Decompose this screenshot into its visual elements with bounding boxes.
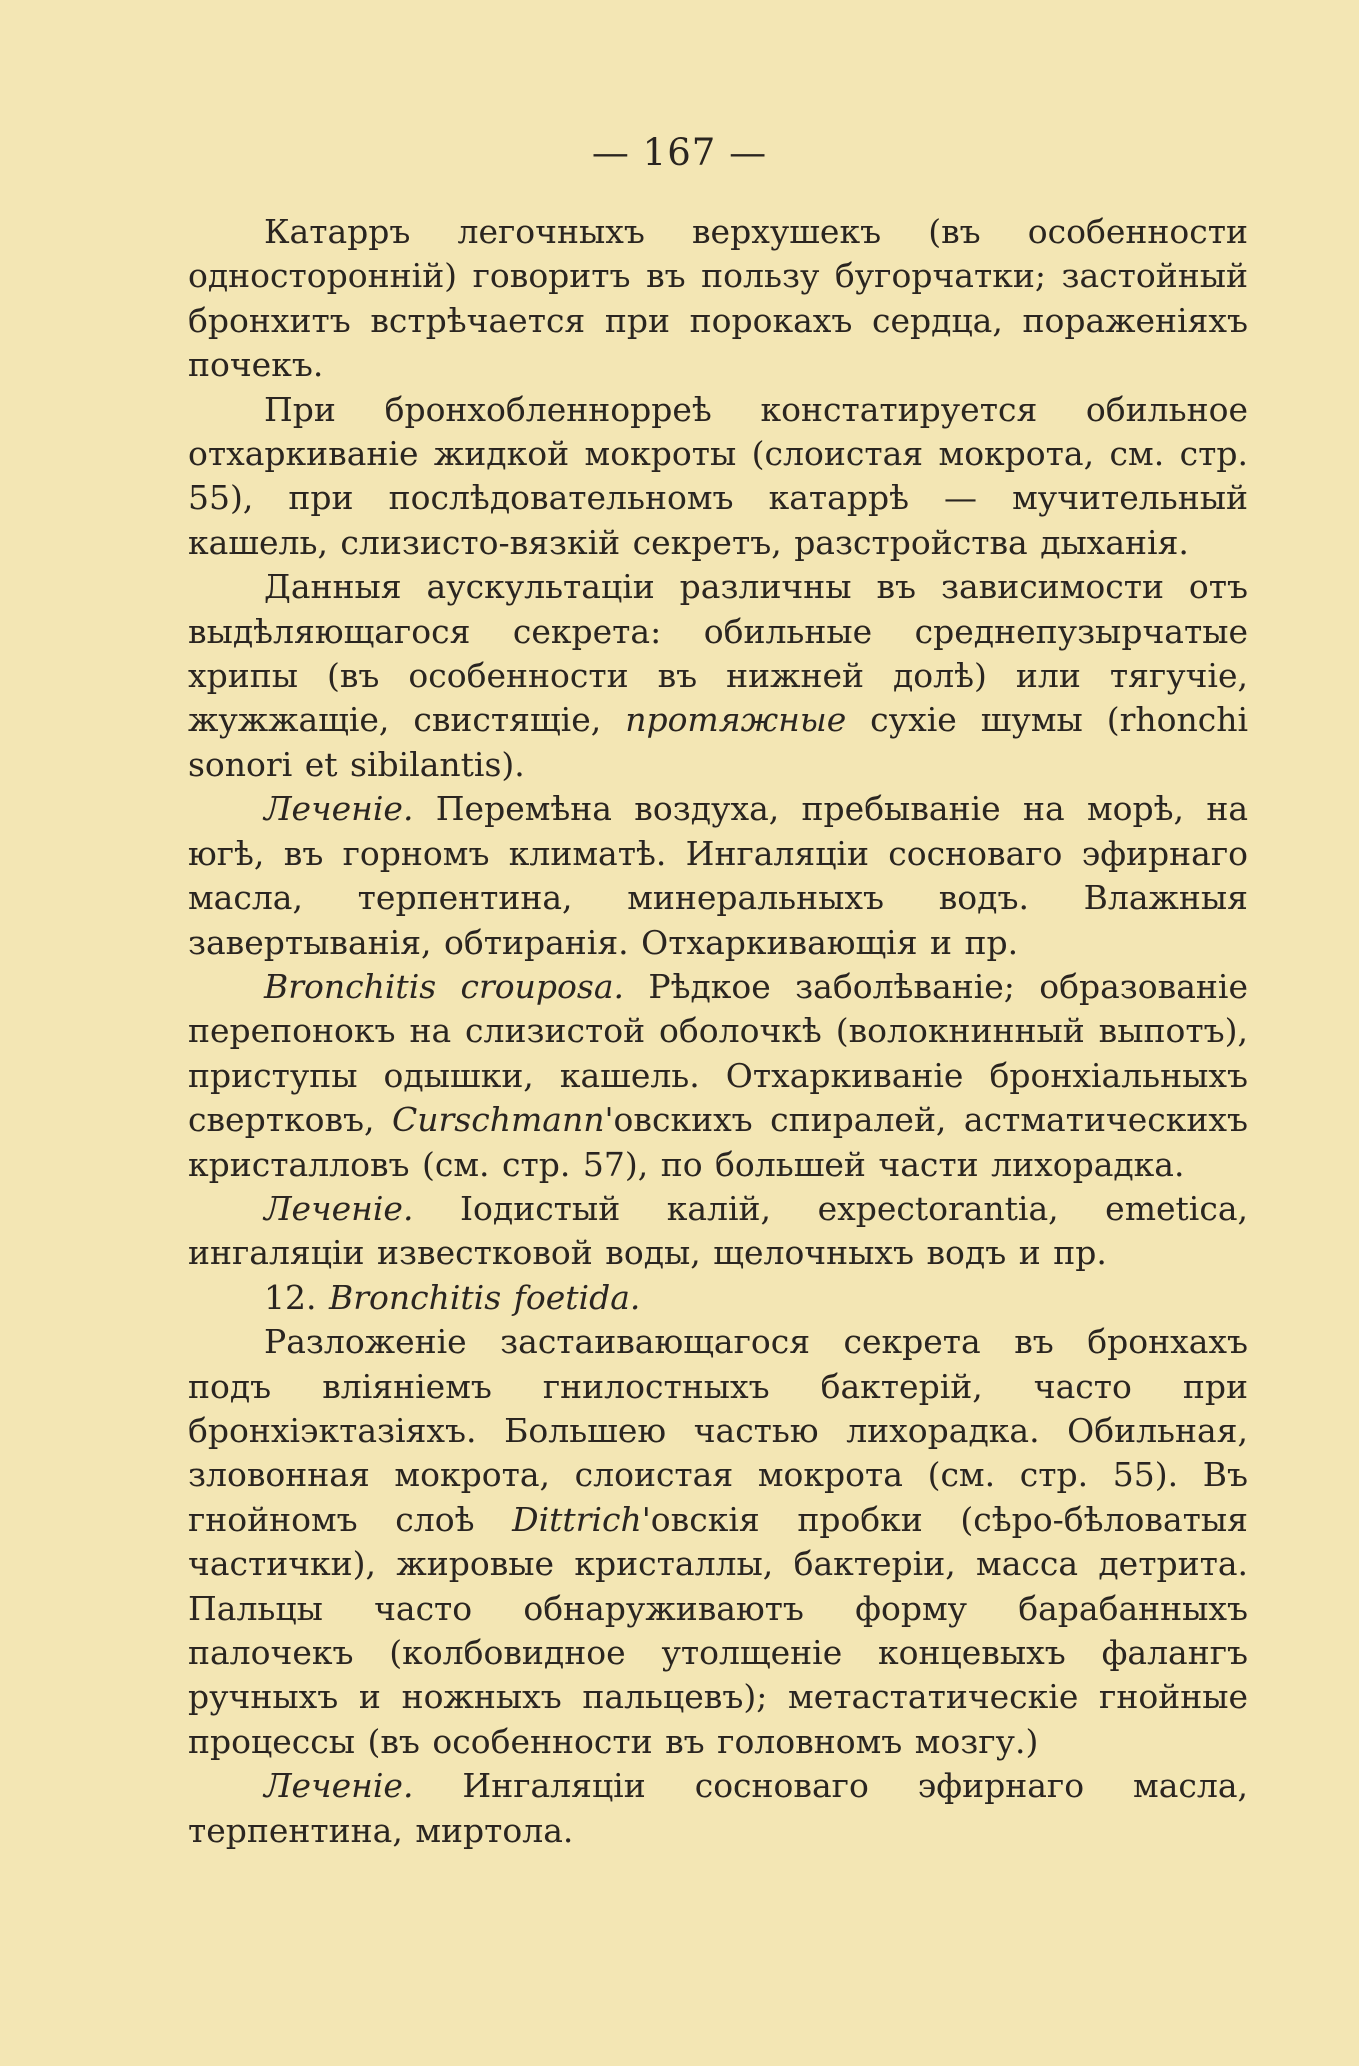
- paragraph-auscultation: Данныя аускультаціи различны въ зависимости отъ выдѣляющагося секрета: обильные среднепузырчатые хрипы (въ особенности въ нижней долѣ) или тягучіе, жужжащіе, свистящіе, протяжные сухіе шумы (rhonchi sonori et sibilantis).: [188, 567, 1249, 784]
- paragraph-catarrh-apices: Катарръ легочныхъ верхушекъ (въ особенности односторонній) говоритъ въ пользу бугорчатки; застойный бронхитъ встрѣчается при порокахъ сердца, пораженіяхъ почекъ.: [188, 212, 1248, 385]
- treatment-heading: Леченіе.: [264, 1766, 414, 1806]
- treatment-heading: Леченіе.: [264, 1188, 414, 1228]
- paragraph-treatment-2: Леченіе. Іодистый калій, expectorantia, emetica, ингаляціи известковой воды, щелочныхъ водъ и пр.: [188, 1188, 1248, 1273]
- author-name: Dittrich: [512, 1499, 642, 1539]
- paragraph-treatment-1: Леченіе. Перемѣна воздуха, пребываніе на морѣ, на югѣ, въ горномъ климатѣ. Ингаляціи сосноваго эфирнаго масла, терпентина, минеральныхъ водъ. Влажныя завертыванія, обтиранія. Отхаркивающія и пр.: [188, 789, 1248, 962]
- page-number: — 167 —: [591, 131, 768, 174]
- paragraph-treatment-3: Леченіе. Ингаляціи сосноваго эфирнаго масла, терпентина, миртола.: [188, 1766, 1248, 1850]
- body-text: [188, 210, 1248, 1853]
- emphasis-term: протяжные: [625, 700, 847, 740]
- section-heading-bronchitis-foetida: 12. Bronchitis foetida.: [264, 1277, 641, 1317]
- treatment-heading: Леченіе.: [264, 789, 414, 829]
- paragraph-bronchitis-crouposa: Bronchitis crouposa. Рѣдкое заболѣваніе; образованіе перепонокъ на слизистой оболочкѣ (волокнинный выпотъ), приступы одышки, кашель. Отхаркиваніе бронхіальныхъ свертковъ, Curschmann'овскихъ спиралей, астматическихъ кристалловъ (см. стр. 57), по большей части лихорадка.: [188, 966, 1248, 1184]
- paragraph-decomposition: Разложеніе застаивающагося секрета въ бронхахъ подъ вліяніемъ гнилостныхъ бактерій, часто при бронхіэктазіяхъ. Большею частью лихорадка. Обильная, зловонная мокрота, слоистая мокрота (см. стр. 55). Въ гнойномъ слоѣ Dittrich'овскія пробки (сѣро-бѣловатыя частички), жировые кристаллы, бактеріи, масса детрита. Пальцы часто обнаруживаютъ форму барабанныхъ палочекъ (колбовидное утолщеніе концевыхъ фалангъ ручныхъ и ножныхъ пальцевъ); метастатическіе гнойные процессы (въ особенности въ головномъ мозгу.): [188, 1322, 1248, 1761]
- paragraph-bronchoblennorrhea: При бронхобленнорреѣ констатируется обильное отхаркиваніе жидкой мокроты (слоистая мокрота, см. стр. 55), при послѣдовательномъ катаррѣ — мучительный кашель, слизисто-вязкій секретъ, разстройства дыханія.: [188, 389, 1248, 562]
- disease-heading: Bronchitis crouposa.: [264, 966, 625, 1006]
- disease-heading: Bronchitis foetida.: [328, 1277, 641, 1317]
- author-name: Curschmann: [392, 1100, 605, 1140]
